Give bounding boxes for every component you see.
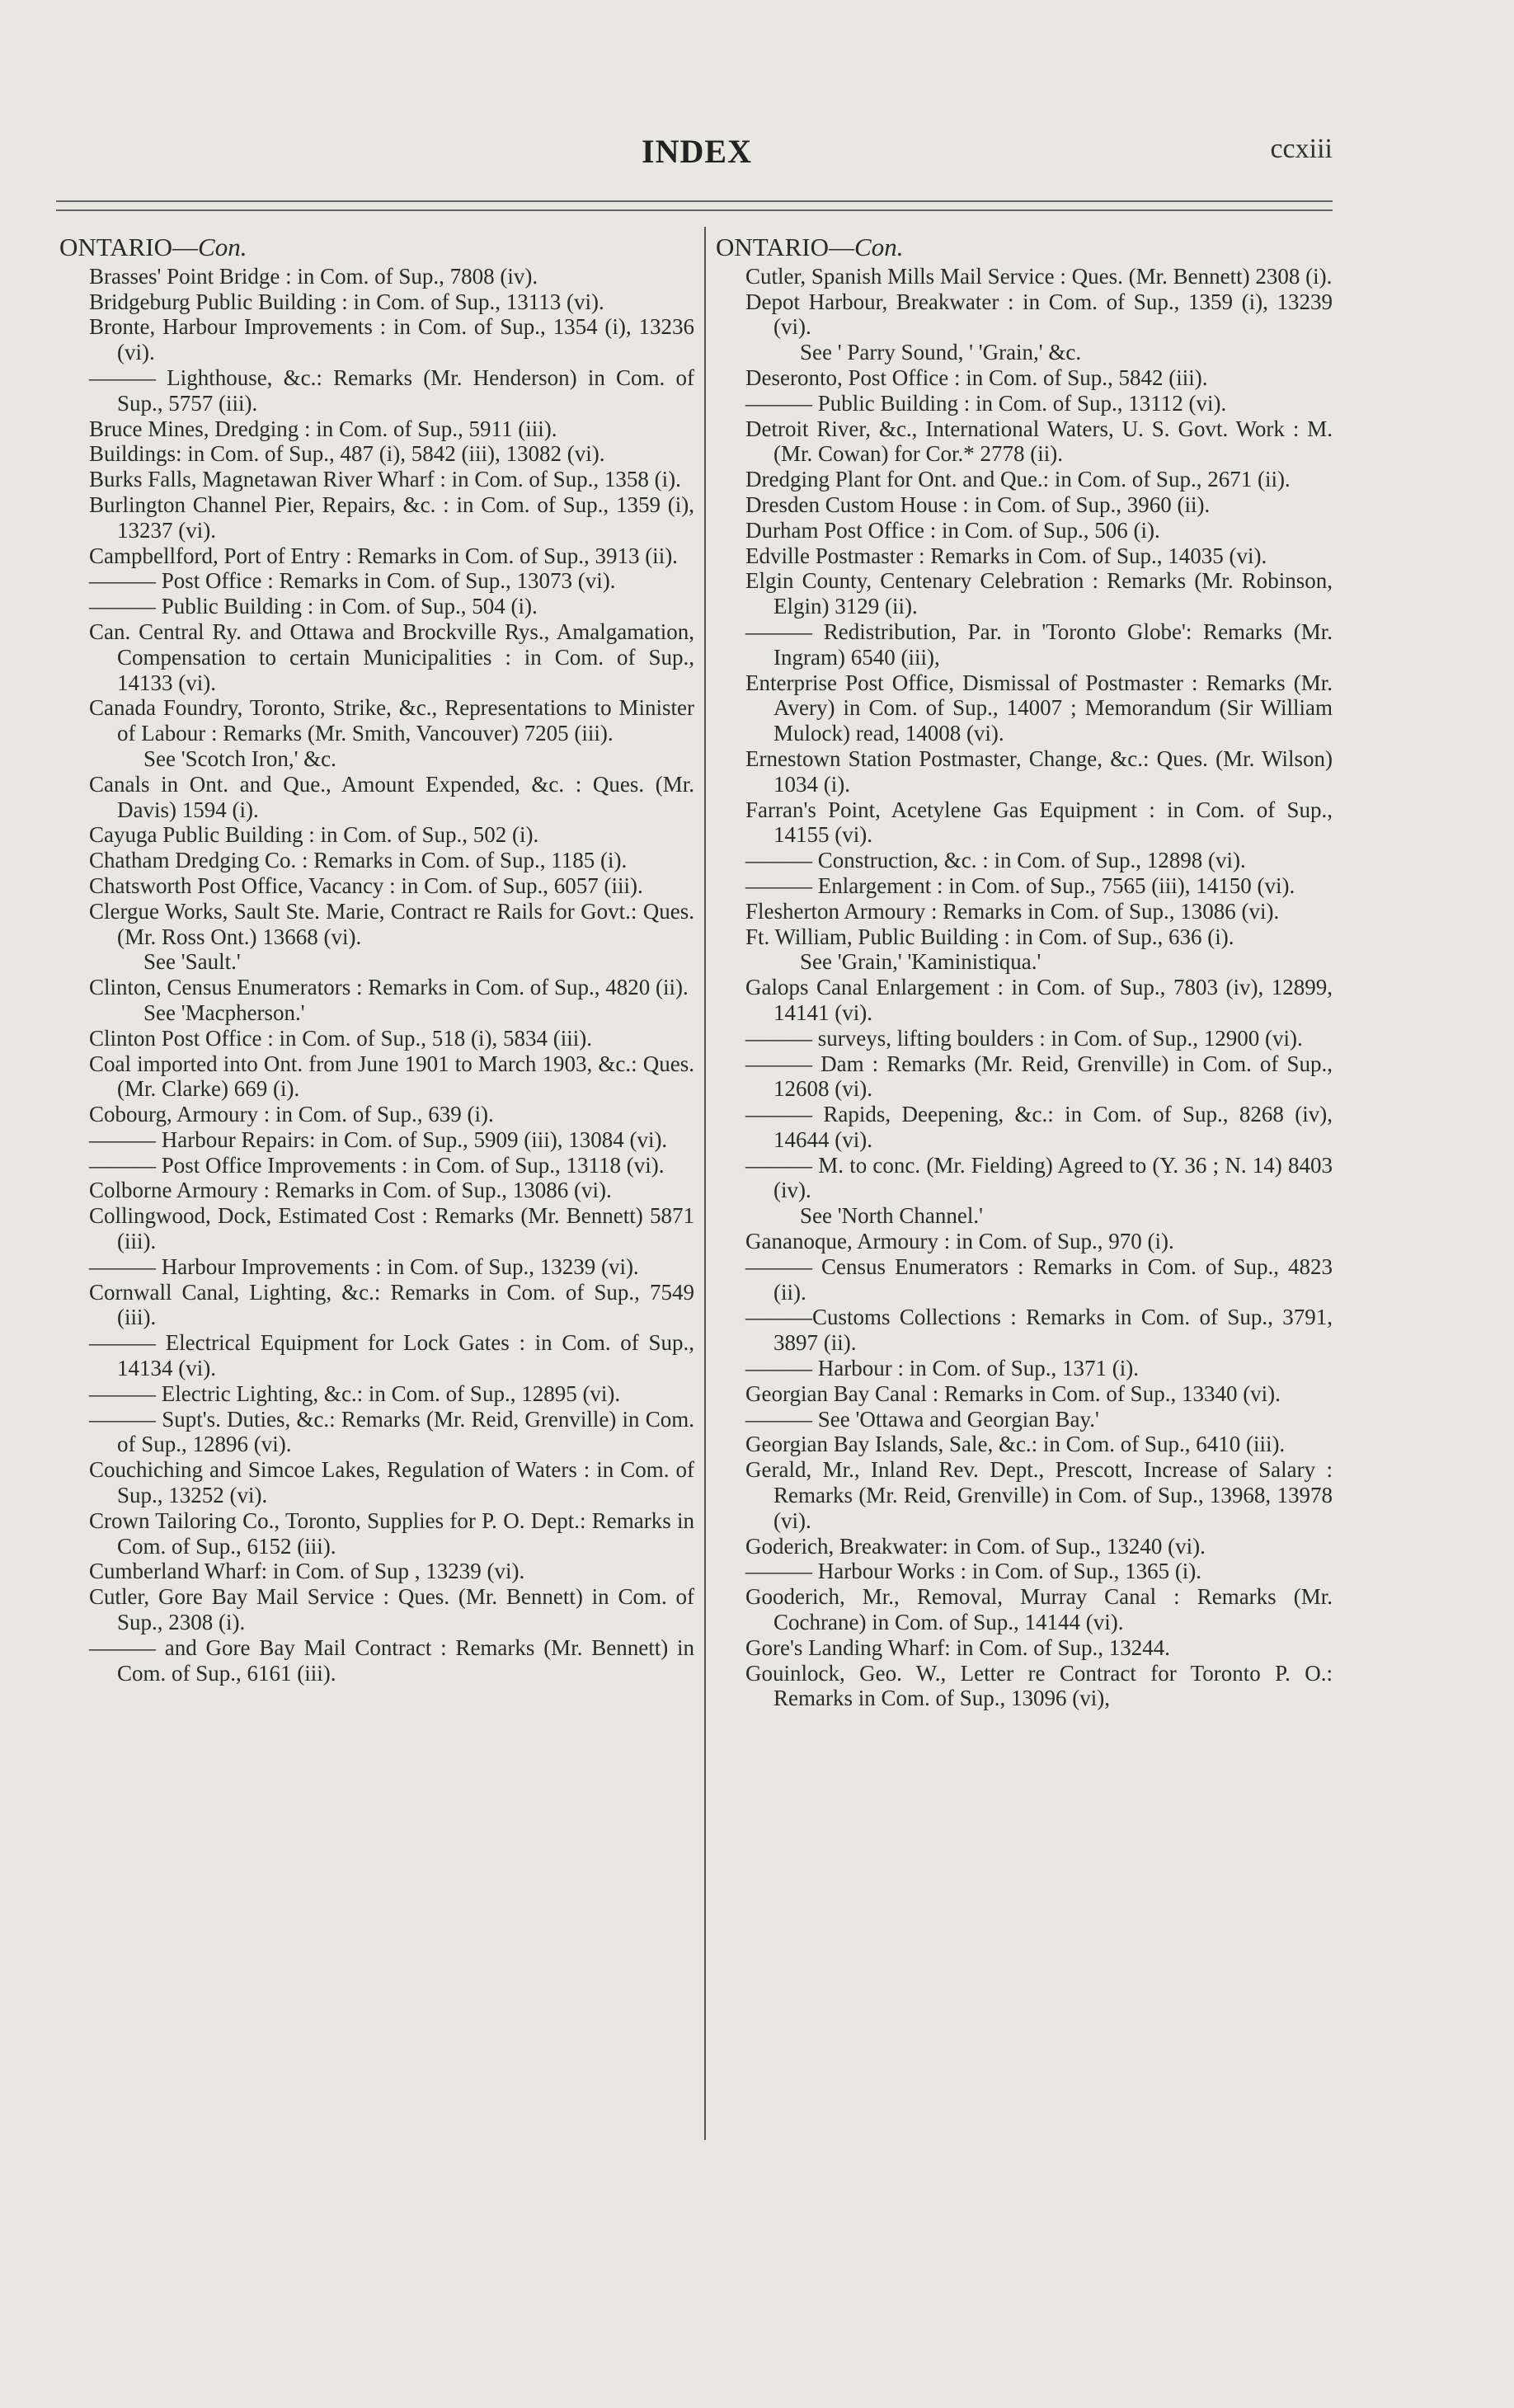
index-entry: Campbellford, Port of Entry : Remarks in Com. of Sup., 3913 (ii). bbox=[89, 543, 678, 568]
index-entry: Cayuga Public Building : in Com. of Sup., 502 (i). bbox=[89, 822, 539, 848]
left-heading-text: ONTARIO— bbox=[59, 233, 199, 261]
index-entry: ——— Rapids, Deepening, &c.: in Com. of Sup., 8268 (iv), 14644 (vi). bbox=[745, 1102, 1333, 1152]
index-entry: ——— Electric Lighting, &c.: in Com. of Sup., 12895 (vi). bbox=[89, 1380, 621, 1406]
index-entry: ——— Public Building : in Com. of Sup., 13112 (vi). bbox=[745, 390, 1227, 416]
index-entry: Edville Postmaster : Remarks in Com. of Sup., 14035 (vi). bbox=[745, 543, 1267, 568]
index-entry: ——— Public Building : in Com. of Sup., 504 (i). bbox=[89, 594, 538, 619]
index-entry: See 'Scotch Iron,' &c. bbox=[143, 745, 336, 771]
index-entry: ——— Lighthouse, &c.: Remarks (Mr. Henderson) in Com. of Sup., 5757 (iii). bbox=[89, 364, 694, 416]
index-entry: ——— Dam : Remarks (Mr. Reid, Grenville) in Com. of Sup., 12608 (vi). bbox=[745, 1051, 1333, 1102]
left-column bbox=[59, 235, 694, 1686]
index-entry: ——— See 'Ottawa and Georgian Bay.' bbox=[745, 1406, 1099, 1432]
index-entry: ——— Supt's. Duties, &c.: Remarks (Mr. Reid, Grenville) in Com. of Sup., 12896 (vi). bbox=[89, 1406, 694, 1457]
index-entry: Cornwall Canal, Lighting, &c.: Remarks in Com. of Sup., 7549 (iii). bbox=[89, 1279, 694, 1330]
index-entry: Galops Canal Enlargement : in Com. of Sup., 7803 (iv), 12899, 14141 (vi). bbox=[745, 975, 1333, 1025]
index-entry: ——— Redistribution, Par. in 'Toronto Globe': Remarks (Mr. Ingram) 6540 (iii), bbox=[745, 618, 1333, 670]
index-entry: Cutler, Spanish Mills Mail Service : Ques. (Mr. Bennett) 2308 (i). bbox=[745, 263, 1333, 289]
index-entry: ———Customs Collections : Remarks in Com. of Sup., 3791, 3897 (ii). bbox=[745, 1305, 1333, 1356]
index-entry: ——— Census Enumerators : Remarks in Com. of Sup., 4823 (ii). bbox=[745, 1253, 1333, 1305]
index-entry: Burlington Channel Pier, Repairs, &c. : in Com. of Sup., 1359 (i), 13237 (vi). bbox=[89, 491, 694, 543]
index-entry: Coal imported into Ont. from June 1901 to March 1903, &c.: Ques. (Mr. Clarke) 669 (i). bbox=[89, 1051, 694, 1102]
index-entry: Clinton Post Office : in Com. of Sup., 518 (i), 5834 (iii). bbox=[89, 1025, 592, 1051]
index-entry: Clergue Works, Sault Ste. Marie, Contract re Rails for Govt.: Ques. (Mr. Ross Ont.) 13668 (vi). bbox=[89, 898, 694, 949]
index-entry: Cutler, Gore Bay Mail Service : Ques. (Mr. Bennett) in Com. of Sup., 2308 (i). bbox=[89, 1584, 694, 1635]
page-number: ccxiii bbox=[1270, 134, 1333, 164]
index-entry: ——— Electrical Equipment for Lock Gates : in Com. of Sup., 14134 (vi). bbox=[89, 1330, 694, 1381]
index-entry: Gerald, Mr., Inland Rev. Dept., Prescott, Increase of Salary : Remarks (Mr. Reid, Grenville) in Com. of Sup., 13968, 13978 (vi). bbox=[745, 1457, 1333, 1533]
index-entry: Dresden Custom House : in Com. of Sup., 3960 (ii). bbox=[745, 491, 1211, 517]
index-entry: Colborne Armoury : Remarks in Com. of Sup., 13086 (vi). bbox=[89, 1178, 612, 1203]
index-entry: Elgin County, Centenary Celebration : Remarks (Mr. Robinson, Elgin) 3129 (ii). bbox=[745, 568, 1333, 619]
right-entry-list bbox=[716, 264, 1333, 1711]
index-entry: Crown Tailoring Co., Toronto, Supplies for P. O. Dept.: Remarks in Com. of Sup., 6152 (iii). bbox=[89, 1507, 694, 1559]
index-entry: ——— and Gore Bay Mail Contract : Remarks (Mr. Bennett) in Com. of Sup., 6161 (iii). bbox=[89, 1634, 694, 1686]
index-entry: Burks Falls, Magnetawan River Wharf : in Com. of Sup., 1358 (i). bbox=[89, 467, 681, 492]
right-column-heading bbox=[716, 235, 1333, 261]
index-entry: See 'Sault.' bbox=[143, 949, 241, 975]
index-entry: Gore's Landing Wharf: in Com. of Sup., 13244. bbox=[745, 1634, 1171, 1660]
index-entry: Georgian Bay Islands, Sale, &c.: in Com. of Sup., 6410 (iii). bbox=[745, 1432, 1286, 1457]
column-divider bbox=[704, 227, 706, 2140]
index-entry: See ' Parry Sound, ' 'Grain,' &c. bbox=[800, 340, 1082, 365]
index-entry: Bruce Mines, Dredging : in Com. of Sup., 5911 (iii). bbox=[89, 416, 557, 441]
index-entry: ——— Post Office : Remarks in Com. of Sup., 13073 (vi). bbox=[89, 568, 616, 594]
right-column bbox=[716, 235, 1333, 1711]
index-entry: Deseronto, Post Office : in Com. of Sup., 5842 (iii). bbox=[745, 364, 1208, 390]
header-rule-top bbox=[56, 200, 1333, 202]
index-entry: Flesherton Armoury : Remarks in Com. of Sup., 13086 (vi). bbox=[745, 898, 1280, 924]
index-entry: ——— Harbour Repairs: in Com. of Sup., 5909 (iii), 13084 (vi). bbox=[89, 1126, 668, 1152]
left-column-heading bbox=[59, 235, 694, 261]
index-entry: Detroit River, &c., International Waters, U. S. Govt. Work : M. (Mr. Cowan) for Cor.* 2778 (ii). bbox=[745, 416, 1333, 467]
index-entry: ——— Post Office Improvements : in Com. of Sup., 13118 (vi). bbox=[89, 1152, 665, 1178]
index-entry: Chatsworth Post Office, Vacancy : in Com. of Sup., 6057 (iii). bbox=[89, 872, 643, 898]
index-entry: See 'Macpherson.' bbox=[143, 999, 305, 1025]
index-entry: Goderich, Breakwater: in Com. of Sup., 13240 (vi). bbox=[745, 1533, 1206, 1559]
index-entry: Can. Central Ry. and Ottawa and Brockville Rys., Amalgamation, Compensation to certain Municipalities : in Com. of Sup., 14133 (vi). bbox=[89, 618, 694, 695]
index-entry: Gananoque, Armoury : in Com. of Sup., 970 (i). bbox=[745, 1229, 1174, 1254]
index-entry: ——— Construction, &c. : in Com. of Sup., 12898 (vi). bbox=[745, 848, 1246, 873]
index-entry: See 'North Channel.' bbox=[800, 1203, 983, 1229]
index-entry: ——— Harbour Improvements : in Com. of Sup., 13239 (vi). bbox=[89, 1253, 639, 1279]
index-entry: Cobourg, Armoury : in Com. of Sup., 639 (i). bbox=[89, 1102, 494, 1127]
index-entry: ——— surveys, lifting boulders : in Com. of Sup., 12900 (vi). bbox=[745, 1025, 1303, 1051]
index-entry: Gouinlock, Geo. W., Letter re Contract for Toronto P. O.: Remarks in Com. of Sup., 13096 (vi), bbox=[745, 1660, 1333, 1711]
header-rule-bottom bbox=[56, 209, 1333, 211]
index-entry: Canada Foundry, Toronto, Strike, &c., Representations to Minister of Labour : Remarks (Mr. Smith, Vancouver) 7205 (iii). bbox=[89, 695, 694, 746]
index-entry: Georgian Bay Canal : Remarks in Com. of Sup., 13340 (vi). bbox=[745, 1380, 1281, 1406]
page-title: INDEX bbox=[642, 133, 752, 170]
index-entry: Durham Post Office : in Com. of Sup., 506 (i). bbox=[745, 517, 1160, 543]
index-entry: ——— M. to conc. (Mr. Fielding) Agreed to (Y. 36 ; N. 14) 8403 (iv). bbox=[745, 1152, 1333, 1203]
index-entry: ——— Harbour Works : in Com. of Sup., 1365 (i). bbox=[745, 1559, 1202, 1584]
index-entry: Cumberland Wharf: in Com. of Sup , 13239 (vi). bbox=[89, 1559, 525, 1584]
index-entry: Bronte, Harbour Improvements : in Com. of Sup., 1354 (i), 13236 (vi). bbox=[89, 314, 694, 365]
index-entry: See 'Grain,' 'Kaministiqua.' bbox=[800, 949, 1041, 975]
index-entry: Buildings: in Com. of Sup., 487 (i), 5842 (iii), 13082 (vi). bbox=[89, 441, 605, 467]
index-entry: Depot Harbour, Breakwater : in Com. of Sup., 1359 (i), 13239 (vi). bbox=[745, 289, 1333, 340]
index-entry: Collingwood, Dock, Estimated Cost : Remarks (Mr. Bennett) 5871 (iii). bbox=[89, 1203, 694, 1254]
left-entry-list bbox=[59, 264, 694, 1686]
index-entry: Clinton, Census Enumerators : Remarks in Com. of Sup., 4820 (ii). bbox=[89, 975, 689, 1000]
index-entry: ——— Harbour : in Com. of Sup., 1371 (i). bbox=[745, 1356, 1139, 1381]
index-entry: ——— Enlargement : in Com. of Sup., 7565 (iii), 14150 (vi). bbox=[745, 872, 1295, 898]
index-entry: Dredging Plant for Ont. and Que.: in Com. of Sup., 2671 (ii). bbox=[745, 467, 1291, 492]
index-entry: Chatham Dredging Co. : Remarks in Com. of Sup., 1185 (i). bbox=[89, 848, 628, 873]
index-entry: Brasses' Point Bridge : in Com. of Sup., 7808 (iv). bbox=[89, 263, 538, 289]
index-entry: Gooderich, Mr., Removal, Murray Canal : Remarks (Mr. Cochrane) in Com. of Sup., 14144 (vi). bbox=[745, 1584, 1333, 1635]
left-heading-con: Con. bbox=[198, 233, 247, 261]
index-entry: Canals in Ont. and Que., Amount Expended, &c. : Ques. (Mr. Davis) 1594 (i). bbox=[89, 771, 694, 822]
index-entry: Couchiching and Simcoe Lakes, Regulation of Waters : in Com. of Sup., 13252 (vi). bbox=[89, 1457, 694, 1508]
right-heading-text: ONTARIO— bbox=[716, 233, 855, 261]
index-entry: Ft. William, Public Building : in Com. of Sup., 636 (i). bbox=[745, 924, 1234, 949]
index-entry: Ernestown Station Postmaster, Change, &c.: Ques. (Mr. Wilson) 1034 (i). bbox=[745, 745, 1333, 797]
index-entry: Enterprise Post Office, Dismissal of Postmaster : Remarks (Mr. Avery) in Com. of Sup., 14007 ; Memorandum (Sir William Mulock) read, 14008 (vi). bbox=[745, 670, 1333, 746]
index-entry: Farran's Point, Acetylene Gas Equipment : in Com. of Sup., 14155 (vi). bbox=[745, 797, 1333, 848]
index-entry: Bridgeburg Public Building : in Com. of Sup., 13113 (vi). bbox=[89, 289, 604, 314]
right-heading-con: Con. bbox=[854, 233, 904, 261]
